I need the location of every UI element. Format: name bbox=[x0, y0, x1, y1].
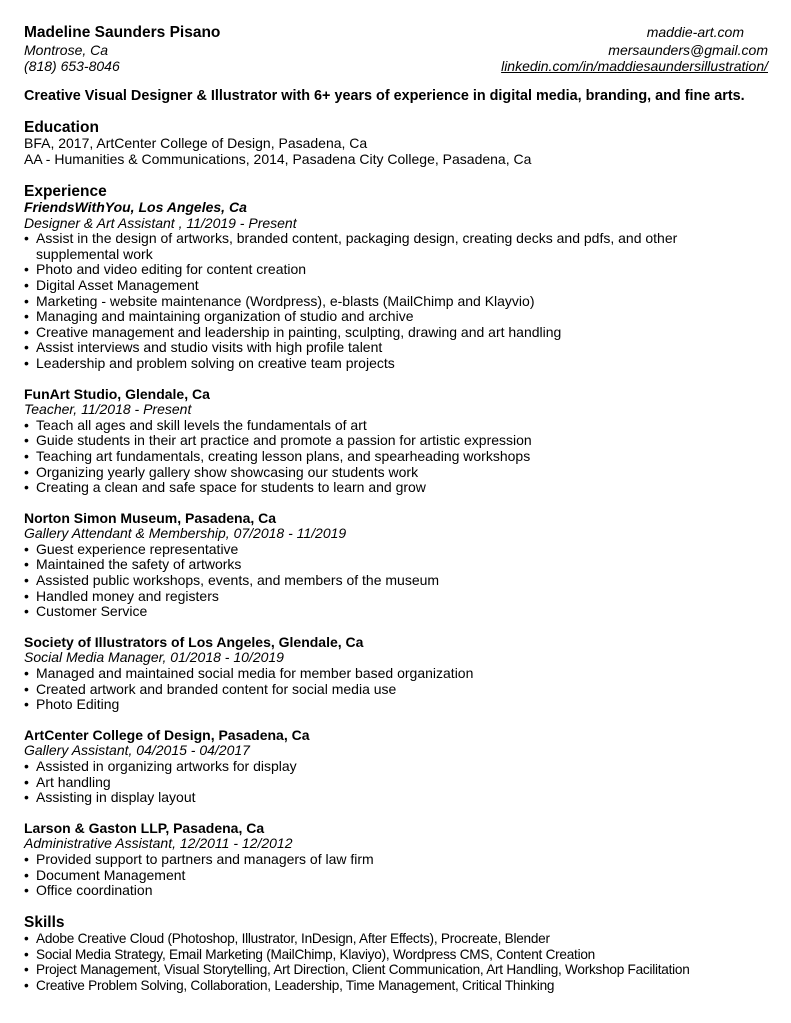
job-entry bbox=[24, 635, 724, 713]
job-bullets bbox=[24, 418, 724, 496]
bullet-item: • Creative management and leadership in painting, sculpting, drawing and art handling bbox=[24, 325, 724, 341]
job-bullets bbox=[24, 666, 724, 713]
bullet-item: • Art handling bbox=[24, 775, 724, 791]
linkedin-link[interactable]: linkedin.com/in/maddiesaundersillustration/ bbox=[501, 58, 768, 74]
job-company: Norton Simon Museum, Pasadena, Ca bbox=[24, 509, 277, 526]
job-entry bbox=[24, 387, 724, 496]
job-role: Administrative Assistant, 12/2011 - 12/2012 bbox=[24, 835, 293, 852]
bullet-item: • Office coordination bbox=[24, 883, 724, 899]
job-company: FunArt Studio, Glendale, Ca bbox=[24, 385, 210, 402]
skill-item: • Social Media Strategy, Email Marketing (MailChimp, Klaviyo), Wordpress CMS, Content Creation bbox=[24, 947, 690, 963]
experience-section bbox=[24, 183, 724, 899]
skills-section bbox=[24, 914, 690, 993]
job-role: Designer & Art Assistant , 11/2019 - Present bbox=[24, 214, 297, 231]
skill-item: • Creative Problem Solving, Collaboration, Leadership, Time Management, Critical Thinking bbox=[24, 978, 690, 994]
skill-item: • Adobe Creative Cloud (Photoshop, Illustrator, InDesign, After Effects), Procreate, Blender bbox=[24, 931, 690, 947]
bullet-item: • Created artwork and branded content for social media use bbox=[24, 682, 724, 698]
job-role: Social Media Manager, 01/2018 - 10/2019 bbox=[24, 649, 284, 666]
summary: Creative Visual Designer & Illustrator with 6+ years of experience in digital media, branding, and fine arts. bbox=[24, 88, 745, 104]
bullet-item: • Guide students in their art practice and promote a passion for artistic expression bbox=[24, 433, 724, 449]
job-entry bbox=[24, 511, 724, 620]
bullet-item: • Photo and video editing for content creation bbox=[24, 262, 724, 278]
bullet-item: • Customer Service bbox=[24, 604, 724, 620]
job-company: FriendsWithYou, Los Angeles, Ca bbox=[24, 199, 247, 215]
website: maddie-art.com bbox=[646, 24, 744, 40]
bullet-item: • Assist in the design of artworks, branded content, packaging design, creating decks and pdfs, and other supplemental work bbox=[24, 231, 724, 262]
job-entry bbox=[24, 821, 724, 899]
email: mersaunders@gmail.com bbox=[608, 42, 768, 58]
job-role: Gallery Attendant & Membership, 07/2018 - 11/2019 bbox=[24, 525, 347, 542]
job-bullets bbox=[24, 759, 724, 806]
job-company: Larson & Gaston LLP, Pasadena, Ca bbox=[24, 819, 265, 836]
header-left bbox=[24, 23, 220, 74]
bullet-item: • Marketing - website maintenance (Wordpress), e-blasts (MailChimp and Klayvio) bbox=[24, 294, 724, 310]
bullet-item: • Assist interviews and studio visits with high profile talent bbox=[24, 340, 724, 356]
section-title-experience: Experience bbox=[24, 183, 107, 200]
job-company: Society of Illustrators of Los Angeles, Glendale, Ca bbox=[24, 633, 364, 650]
education-item: BFA, 2017, ArtCenter College of Design, Pasadena, Ca bbox=[24, 135, 368, 151]
header-right bbox=[501, 23, 768, 74]
job-entry bbox=[24, 728, 724, 806]
job-bullets bbox=[24, 852, 724, 899]
skill-item: • Project Management, Visual Storytelling, Art Direction, Client Communication, Art Handling, Workshop Facilitation bbox=[24, 962, 690, 978]
job-bullets bbox=[24, 542, 724, 620]
bullet-item: • Document Management bbox=[24, 868, 724, 884]
job-role: Gallery Assistant, 04/2015 - 04/2017 bbox=[24, 742, 250, 759]
bullet-item: • Digital Asset Management bbox=[24, 278, 724, 294]
bullet-item: • Assisted in organizing artworks for display bbox=[24, 759, 724, 775]
bullet-item: • Managing and maintaining organization of studio and archive bbox=[24, 309, 724, 325]
location: Montrose, Ca bbox=[24, 42, 109, 58]
job-company: ArtCenter College of Design, Pasadena, Ca bbox=[24, 726, 310, 743]
bullet-item: • Organizing yearly gallery show showcasing our students work bbox=[24, 465, 724, 481]
bullet-item: • Teaching art fundamentals, creating lesson plans, and spearheading workshops bbox=[24, 449, 724, 465]
phone: (818) 653-8046 bbox=[24, 58, 120, 74]
section-title-education: Education bbox=[24, 119, 99, 136]
bullet-item: • Handled money and registers bbox=[24, 589, 724, 605]
bullet-item: • Maintained the safety of artworks bbox=[24, 557, 724, 573]
bullet-item: • Leadership and problem solving on creative team projects bbox=[24, 356, 724, 372]
skills-list bbox=[24, 931, 690, 993]
job-role: Teacher, 11/2018 - Present bbox=[24, 401, 192, 418]
bullet-item: • Photo Editing bbox=[24, 697, 724, 713]
bullet-item: • Provided support to partners and managers of law firm bbox=[24, 852, 724, 868]
bullet-item: • Assisting in display layout bbox=[24, 790, 724, 806]
job-entry bbox=[24, 200, 724, 372]
education-item: AA - Humanities & Communications, 2014, Pasadena City College, Pasadena, Ca bbox=[24, 150, 532, 167]
bullet-item: • Guest experience representative bbox=[24, 542, 724, 558]
bullet-item: • Assisted public workshops, events, and members of the museum bbox=[24, 573, 724, 589]
section-title-skills: Skills bbox=[24, 914, 65, 931]
bullet-item: • Managed and maintained social media for member based organization bbox=[24, 666, 724, 682]
education-section bbox=[24, 119, 531, 167]
candidate-name: Madeline Saunders Pisano bbox=[24, 24, 221, 41]
bullet-item: • Teach all ages and skill levels the fundamentals of art bbox=[24, 418, 724, 434]
job-bullets bbox=[24, 231, 724, 371]
bullet-item: • Creating a clean and safe space for students to learn and grow bbox=[24, 480, 724, 496]
